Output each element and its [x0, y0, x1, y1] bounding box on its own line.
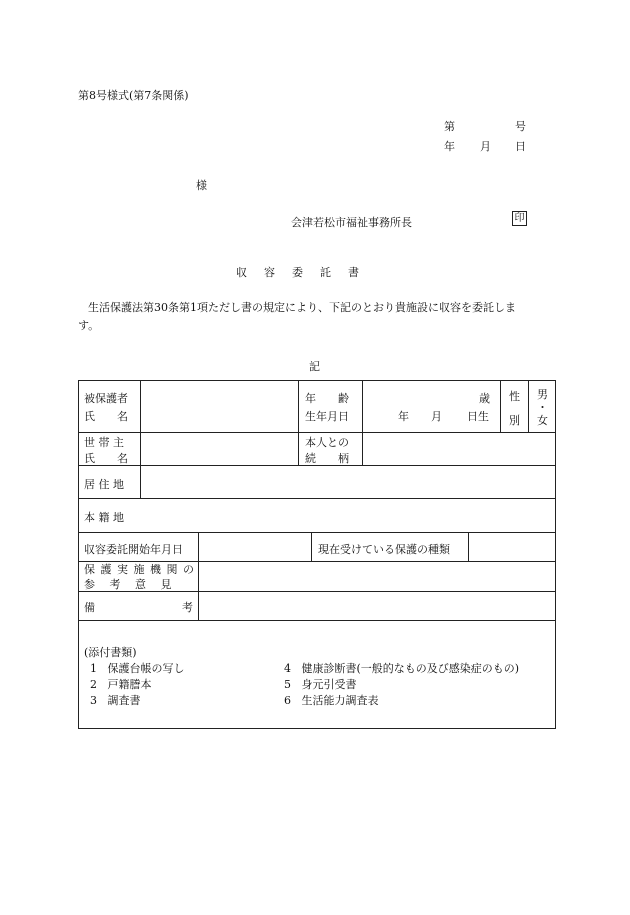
addressee-suffix: 様 [196, 179, 207, 192]
document-title: 収 容 委 託 書 [236, 266, 362, 279]
relation-label-l1: 本人との [305, 436, 349, 449]
attachment-number: 6 [284, 694, 291, 707]
protected-person-name-field[interactable] [141, 381, 298, 432]
attachment-text: 生活能力調査表 [301, 694, 379, 707]
seal-stamp: 印 [512, 211, 527, 226]
attachment-number: 5 [284, 678, 291, 691]
attachment-item [90, 660, 185, 676]
agency-ref-field[interactable] [199, 562, 555, 591]
residence-label: 居 住 地 [84, 478, 124, 491]
start-date-label: 収容委託開始年月日 [84, 543, 183, 556]
household-head-label-l1: 世 帯 主 [84, 436, 124, 449]
date-day-label: 日 [515, 140, 526, 153]
attachment-number: 4 [284, 662, 291, 675]
birth-year-label: 年 [398, 410, 409, 423]
agency-ref-label-l1: 保 護 実 施 機 関 の [84, 563, 195, 576]
remarks-field[interactable] [199, 592, 555, 620]
attachment-text: 調査書 [107, 694, 141, 707]
sex-option-female[interactable]: 女 [537, 414, 548, 427]
current-protection-label: 現在受けている保護の種類 [318, 543, 450, 556]
attachment-text: 保護台帳の写し [107, 662, 185, 675]
relation-field[interactable] [363, 433, 555, 465]
attachment-number: 2 [90, 678, 97, 691]
ki-label: 記 [309, 360, 320, 373]
form-number: 第8号様式(第7条関係) [78, 89, 189, 102]
sex-label-l1: 性 [509, 390, 520, 403]
relation-label-l2: 続 柄 [305, 452, 349, 465]
attachment-number: 3 [90, 694, 97, 707]
start-date-field[interactable] [199, 533, 311, 561]
attachment-item [90, 692, 141, 708]
number-label-right: 号 [515, 120, 526, 133]
date-year-label: 年 [444, 140, 455, 153]
attachment-item [284, 676, 357, 692]
issuer-name: 会津若松市福祉事務所長 [291, 216, 412, 229]
age-label-l1: 年 齢 [305, 392, 349, 405]
remarks-label-right: 考 [182, 601, 193, 614]
birth-month-label: 月 [431, 410, 442, 423]
attachment-item [90, 676, 152, 692]
household-head-name-field[interactable] [141, 433, 298, 465]
age-unit: 歳 [479, 392, 490, 405]
sex-option-male[interactable]: 男 [537, 388, 548, 401]
domicile-label: 本 籍 地 [84, 511, 124, 524]
attachment-text: 戸籍謄本 [107, 678, 152, 691]
age-birthdate-field[interactable] [363, 381, 500, 432]
current-protection-field[interactable] [469, 533, 555, 561]
sex-label-l2: 別 [509, 414, 520, 427]
agency-ref-label-l2: 参 考 意 見 [84, 578, 172, 591]
attachment-text: 身元引受書 [301, 678, 357, 691]
body-text-line1: 生活保護法第30条第1項ただし書の規定により、下記のとおり貴施設に収容を委託しま [88, 301, 516, 314]
household-head-label-l2: 氏 名 [84, 452, 128, 465]
body-text-line2: す。 [78, 319, 100, 332]
birth-day-label: 日生 [467, 410, 489, 423]
protected-person-label-l2: 氏 名 [84, 410, 128, 423]
date-month-label: 月 [480, 140, 491, 153]
attachment-item [284, 660, 519, 676]
attachment-number: 1 [90, 662, 97, 675]
protected-person-label-l1: 被保護者 [84, 392, 128, 405]
number-label-left: 第 [444, 120, 455, 133]
attachments-title: (添付書類) [84, 646, 137, 659]
attachment-text: 健康診断書(一般的なもの及び感染症のもの) [301, 662, 520, 675]
attachment-item [284, 692, 379, 708]
domicile-field[interactable] [141, 499, 555, 532]
residence-field[interactable] [141, 466, 555, 498]
remarks-label-left: 備 [84, 601, 95, 614]
sex-option-dot: ・ [537, 401, 548, 414]
age-label-l2: 生年月日 [305, 410, 349, 423]
